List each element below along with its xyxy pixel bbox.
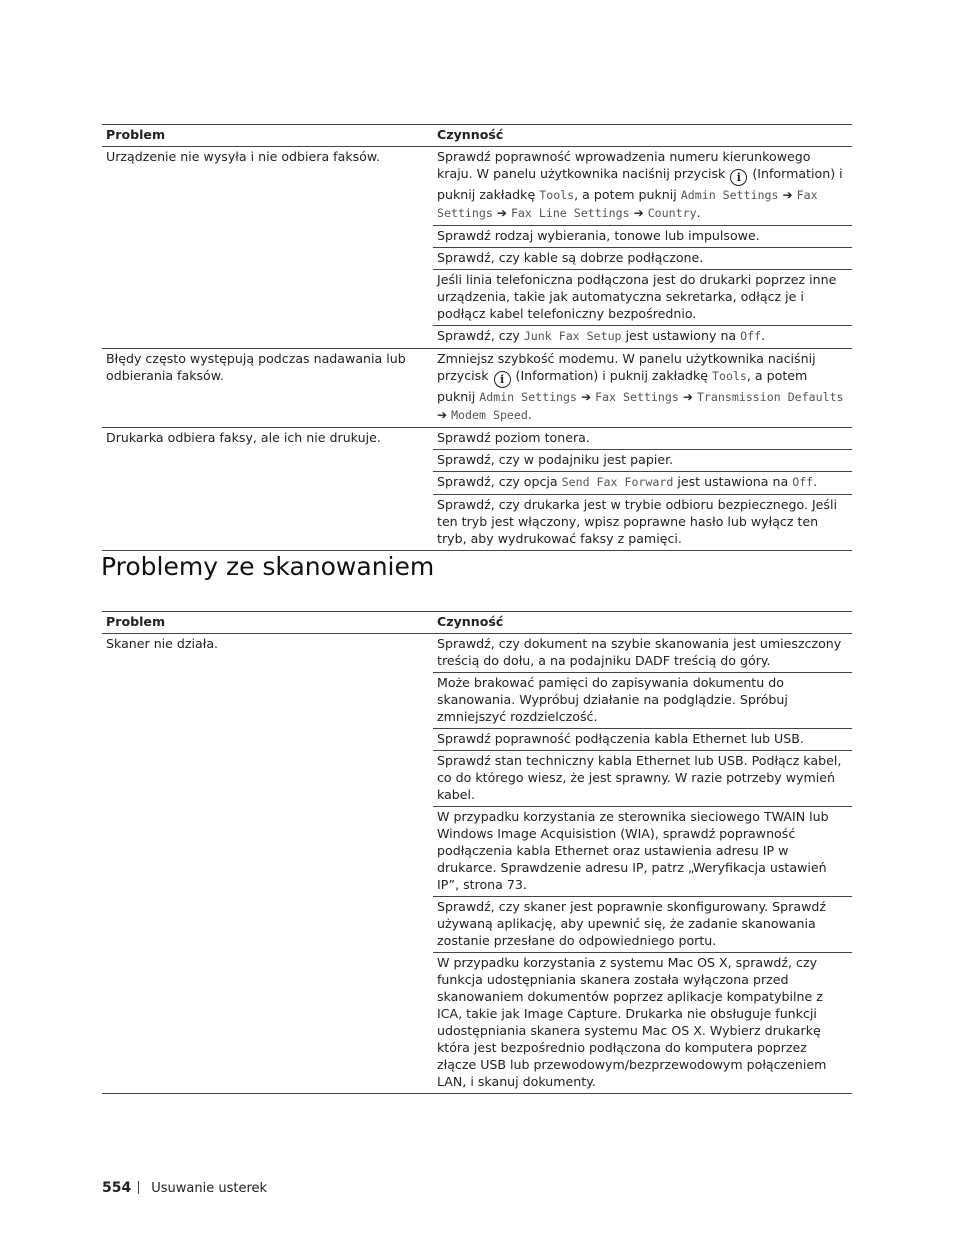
action-cell: Sprawdź, czy w podajniku jest papier. (433, 450, 852, 472)
action-header: Czynność (433, 125, 852, 147)
action-cell: Jeśli linia telefoniczna podłączona jest do drukarki poprzez inne urządzenia, takie jak automatyczna sekretarka, odłącz je i podłącz kabel telefoniczny bezpośrednio. (433, 270, 852, 326)
scan-problems-table (102, 611, 852, 1094)
table-row (102, 428, 852, 450)
problem-header: Problem (102, 612, 433, 634)
action-cell: Sprawdź stan techniczny kabla Ethernet lub USB. Podłącz kabel, co do którego wiesz, że jest sprawny. W razie potrzeby wymień kabel. (433, 751, 852, 807)
action-cell: Może brakować pamięci do zapisywania dokumentu do skanowania. Wypróbuj działanie na podglądzie. Spróbuj zmniejszyć rozdzielczość. (433, 673, 852, 729)
table-row (102, 147, 852, 226)
action-cell: Sprawdź rodzaj wybierania, tonowe lub impulsowe. (433, 226, 852, 248)
arrow-right-icon: ➔ (633, 206, 644, 220)
action-cell: Zmniejsz szybkość modemu. W panelu użytkownika naciśnij przycisk i (Information) i puknij zakładkę Tools, a potem puknij Admin Settings ➔ Fax Settings ➔ Transmission Defaults ➔ Modem Speed. (433, 349, 852, 428)
arrow-right-icon: ➔ (437, 408, 448, 422)
action-cell: Sprawdź, czy dokument na szybie skanowania jest umieszczony treścią do dołu, a na podajniku DADF treścią do góry. (433, 634, 852, 673)
information-icon: i (494, 371, 511, 388)
action-cell: Sprawdź, czy drukarka jest w trybie odbioru bezpiecznego. Jeśli ten tryb jest włączony, wpisz poprawne hasło lub wyłącz ten tryb, aby wydrukować faksy z pamięci. (433, 495, 852, 551)
footer-divider (138, 1181, 139, 1194)
arrow-right-icon: ➔ (682, 390, 693, 404)
problem-cell: Błędy często występują podczas nadawania lub odbierania faksów. (102, 349, 433, 428)
fax-problems-table (102, 124, 852, 551)
problem-cell: Skaner nie działa. (102, 634, 433, 1094)
action-cell: W przypadku korzystania ze sterownika sieciowego TWAIN lub Windows Image Acquisistion (WIA), sprawdź poprawność podłączenia kabla Ethernet oraz ustawienia adresu IP w drukarce. Sprawdzenie adresu IP, patrz „Weryfikacja ustawień IP”, strona 73. (433, 807, 852, 897)
action-cell: Sprawdź poziom tonera. (433, 428, 852, 450)
information-icon: i (730, 169, 747, 186)
table-row (102, 349, 852, 428)
action-cell: W przypadku korzystania z systemu Mac OS X, sprawdź, czy funkcja udostępniania skanera została wyłączona przed skanowaniem dokumentów poprzez aplikacje kompatybilne z ICA, takie jak Image Capture. Drukarka nie obsługuje funkcji udostępniania skanera systemu Mac OS X. Wybierz drukarkę która jest bezpośrednio podłączona do komputera poprzez złącze USB lub przewodowym/bezprzewodowym połączeniem LAN, i skanuj dokumenty. (433, 953, 852, 1094)
action-cell: Sprawdź poprawność wprowadzenia numeru kierunkowego kraju. W panelu użytkownika naciśnij przycisk i (Information) i puknij zakładkę Tools, a potem puknij Admin Settings ➔ Fax Settings ➔ Fax Line Settings ➔ Country. (433, 147, 852, 226)
problem-header: Problem (102, 125, 433, 147)
action-cell: Sprawdź, czy Junk Fax Setup jest ustawiony na Off. (433, 326, 852, 349)
action-cell: Sprawdź, czy skaner jest poprawnie skonfigurowany. Sprawdź używaną aplikację, aby upewnić się, że zadanie skanowania zostanie przesłane do odpowiedniego portu. (433, 897, 852, 953)
arrow-right-icon: ➔ (496, 206, 507, 220)
arrow-right-icon: ➔ (782, 188, 793, 202)
page-number: 554 (102, 1180, 132, 1196)
action-cell: Sprawdź, czy opcja Send Fax Forward jest ustawiona na Off. (433, 472, 852, 495)
action-cell: Sprawdź poprawność podłączenia kabla Ethernet lub USB. (433, 729, 852, 751)
page-footer (102, 1180, 267, 1196)
footer-section: Usuwanie usterek (151, 1181, 268, 1196)
table-row (102, 634, 852, 673)
problem-cell: Urządzenie nie wysyła i nie odbiera faksów. (102, 147, 433, 349)
action-header: Czynność (433, 612, 852, 634)
arrow-right-icon: ➔ (581, 390, 592, 404)
section-title: Problemy ze skanowaniem (101, 552, 435, 581)
action-cell: Sprawdź, czy kable są dobrze podłączone. (433, 248, 852, 270)
problem-cell: Drukarka odbiera faksy, ale ich nie drukuje. (102, 428, 433, 551)
